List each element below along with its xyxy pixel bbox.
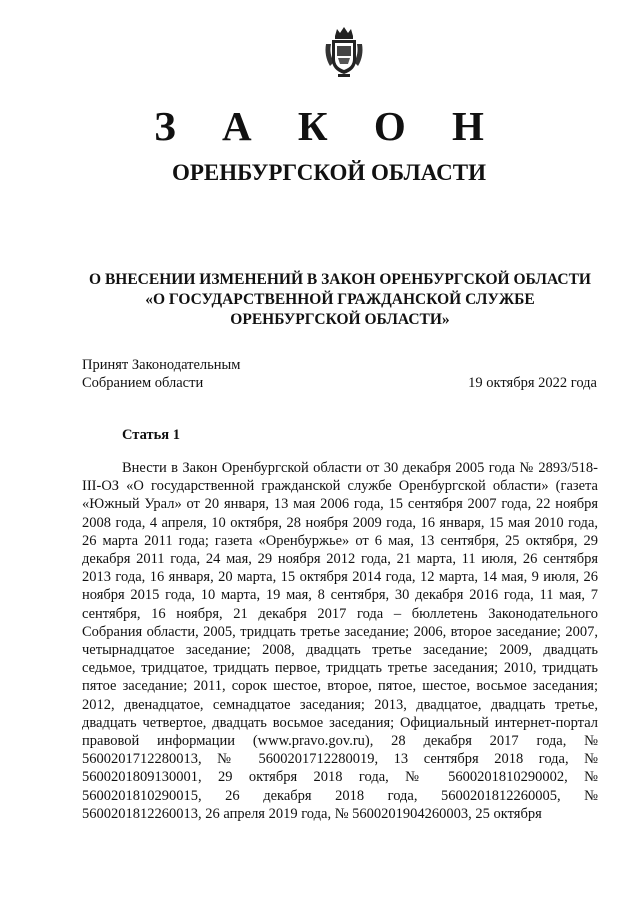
adoption-block (82, 356, 597, 392)
adoption-date: 19 октября 2022 года (468, 375, 597, 391)
adopted-by-line: Принят Законодательным (82, 357, 241, 373)
heading-line: «О ГОСУДАРСТВЕННОЙ ГРАЖДАНСКОЙ СЛУЖБЕ (145, 291, 535, 308)
heading-line: ОРЕНБУРГСКОЙ ОБЛАСТИ» (230, 311, 450, 328)
orenburg-coat-of-arms-icon (324, 26, 364, 78)
document-subtitle: ОРЕНБУРГСКОЙ ОБЛАСТИ (171, 160, 487, 185)
document-title: З А К О Н (154, 103, 502, 149)
heading-line: О ВНЕСЕНИИ ИЗМЕНЕНИЙ В ЗАКОН ОРЕНБУРГСКОЙ ОБЛАСТИ (89, 271, 591, 288)
law-heading (60, 270, 620, 330)
article-body: Внести в Закон Оренбургской области от 30 декабря 2005 года № 2893/518-III-ОЗ «О государственной гражданской службе Оренбургской области» (газета «Южный Урал» от 20 января, 13 мая 2006 года, 15 сентября 2007 года, 22 ноября 2008 года, 4 апреля, 10 октября, 28 ноября 2009 года, 16 января, 15 мая 2010 года, 26 марта 2011 года; газета «Оренбуржье» от 6 мая, 13 сентября, 25 октября, 29 декабря 2011 года, 24 мая, 29 ноября 2012 года, 21 марта, 11 июля, 26 сентября 2013 года, 16 января, 20 марта, 15 октября 2014 года, 12 марта, 14 мая, 9 июля, 26 ноября 2015 года, 10 марта, 19 мая, 8 сентября, 30 декабря 2016 года, 11 мая, 7 сентября, 16 ноября, 21 декабря 2017 года – бюллетень Законодательного Собрания области, 2005, тридцать третье заседание; 2006, второе заседание; 2007, четырнадцатое заседание; 2008, двадцать третье заседание; 2009, двадцать седьмое, тридцатое, тридцать первое, тридцать третье заседания; 2010, тридцать пятое заседание; 2011, сорок шестое, второе, пятое, шестое, восьмое заседания; 2012, двенадцатое, семнадцатое заседания; 2013, двадцатое, двадцать третье, двадцать четвертое, двадцать восьмое заседания; Официальный интернет-портал правовой информации (www.pravo.gov.ru), 28 декабря 2017 года, № 5600201712280013, № 5600201712280019, 13 сентября 2018 года, № 5600201809130001, 29 октября 2018 года, № 5600201810290002, № 5600201810290015, 26 декабря 2018 года, 5600201812260005, № 5600201812260013, 26 апреля 2019 года, № 5600201904260003, 25 октября (82, 460, 598, 822)
article-title: Статья 1 (122, 427, 180, 443)
adopted-by-line: Собранием области (82, 375, 204, 391)
